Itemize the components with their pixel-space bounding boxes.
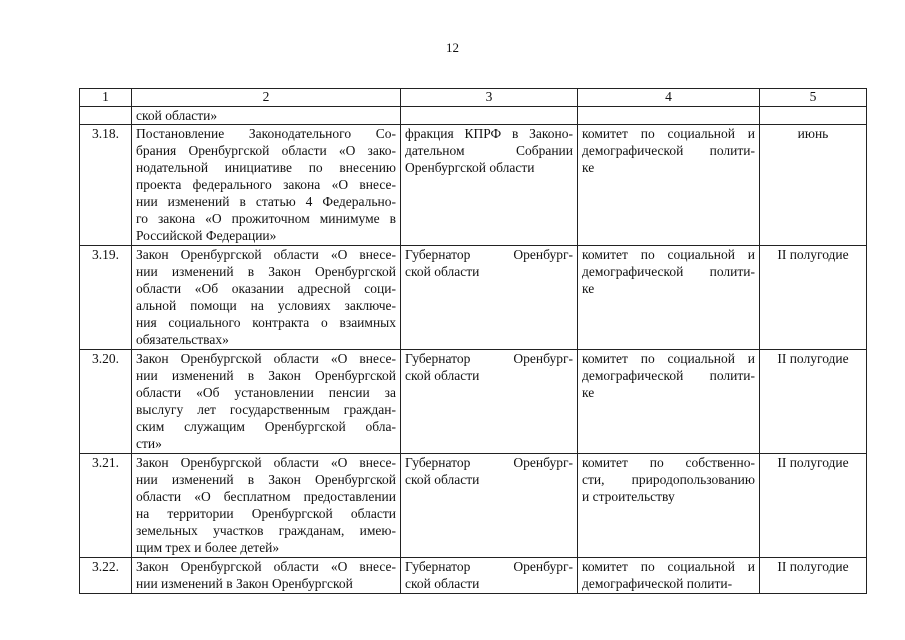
text-line: области «Об установлении пенсии за xyxy=(136,385,396,400)
text-line: проекта федерального закона «О внесе- xyxy=(136,177,396,192)
committee-cell xyxy=(578,246,760,350)
table-row xyxy=(80,454,867,558)
text-line: комитет по собственно- xyxy=(582,455,755,470)
text-line: Губернатор Оренбург- xyxy=(405,455,573,470)
continuation-cell-3 xyxy=(401,107,578,125)
continuation-cell-1 xyxy=(80,107,132,125)
initiator-cell xyxy=(401,350,578,454)
text-line: фракция КПРФ в Законо- xyxy=(405,126,573,141)
text-line: и строительству xyxy=(582,489,675,504)
header-cell: 2 xyxy=(132,89,401,107)
text-line: Губернатор Оренбург- xyxy=(405,351,573,366)
text-line: сти» xyxy=(136,436,162,451)
text-line: нии изменений в Закон Оренбургской xyxy=(136,368,396,383)
continuation-cell-2: ской области» xyxy=(132,107,401,125)
continuation-row xyxy=(80,107,867,125)
document-title-cell xyxy=(132,454,401,558)
text-line: ке xyxy=(582,385,595,400)
text-line: демографической полити- xyxy=(582,143,755,158)
text-line: нии изменений в Закон Оренбургской xyxy=(136,472,396,487)
text-line: го закона «О прожиточном минимуме в xyxy=(136,211,396,226)
text-line: ской области xyxy=(405,472,480,487)
table-row xyxy=(80,125,867,246)
committee-cell xyxy=(578,558,760,594)
term-cell: II полугодие xyxy=(760,350,867,454)
text-line: ке xyxy=(582,160,595,175)
text-line: альной помощи на условиях заключе- xyxy=(136,298,396,313)
text-line: Закон Оренбургской области «О внесе- xyxy=(136,455,396,470)
row-number-cell: 3.18. xyxy=(80,125,132,246)
text-line: Губернатор Оренбург- xyxy=(405,559,573,574)
text-line: нии изменений в статью 4 Федерально- xyxy=(136,194,396,209)
text-line: Постановление Законодательного Со- xyxy=(136,126,396,141)
document-title-cell xyxy=(132,246,401,350)
document-title-cell xyxy=(132,558,401,594)
text-line: ским служащим Оренбургской обла- xyxy=(136,419,396,434)
text-line: комитет по социальной и xyxy=(582,126,755,141)
text-line: демографической полити- xyxy=(582,576,733,591)
text-line: Закон Оренбургской области «О внесе- xyxy=(136,247,396,262)
text-line: комитет по социальной и xyxy=(582,247,755,262)
text-line: комитет по социальной и xyxy=(582,559,755,574)
document-title-cell xyxy=(132,350,401,454)
row-number-cell: 3.22. xyxy=(80,558,132,594)
document-title-cell xyxy=(132,125,401,246)
row-number-cell: 3.20. xyxy=(80,350,132,454)
text-line: щим трех и более детей» xyxy=(136,540,280,555)
text-line: ской области xyxy=(405,368,480,383)
text-line: обязательствах» xyxy=(136,332,229,347)
text-line: на территории Оренбургской области xyxy=(136,506,396,521)
committee-cell xyxy=(578,454,760,558)
text-line: выслугу лет государственным граждан- xyxy=(136,402,396,417)
text-line: ской области xyxy=(405,264,480,279)
text-line: демографической полити- xyxy=(582,264,755,279)
term-cell: II полугодие xyxy=(760,454,867,558)
table-row xyxy=(80,558,867,594)
header-cell: 3 xyxy=(401,89,578,107)
text-line: области «Об оказании адресной соци- xyxy=(136,281,396,296)
header-cell: 5 xyxy=(760,89,867,107)
term-cell: июнь xyxy=(760,125,867,246)
table-row xyxy=(80,350,867,454)
initiator-cell xyxy=(401,246,578,350)
text-line: Оренбургской области xyxy=(405,160,535,175)
text-line: земельных участков гражданам, имею- xyxy=(136,523,396,538)
continuation-cell-4 xyxy=(578,107,760,125)
text-line: дательном Собрании xyxy=(405,143,573,158)
legislation-plan-table xyxy=(79,88,867,594)
text-line: комитет по социальной и xyxy=(582,351,755,366)
committee-cell xyxy=(578,350,760,454)
continuation-cell-5 xyxy=(760,107,867,125)
text-line: области «О бесплатном предоставлении xyxy=(136,489,396,504)
row-number-cell: 3.19. xyxy=(80,246,132,350)
text-line: нодательной инициативе по внесению xyxy=(136,160,396,175)
row-number-cell: 3.21. xyxy=(80,454,132,558)
table-row xyxy=(80,246,867,350)
initiator-cell xyxy=(401,125,578,246)
initiator-cell xyxy=(401,558,578,594)
term-cell: II полугодие xyxy=(760,246,867,350)
table-header-row xyxy=(80,89,867,107)
text-line: ской области xyxy=(405,576,480,591)
header-cell: 1 xyxy=(80,89,132,107)
text-line: демографической полити- xyxy=(582,368,755,383)
page-number: 12 xyxy=(446,40,459,55)
text-line: Губернатор Оренбург- xyxy=(405,247,573,262)
term-cell: II полугодие xyxy=(760,558,867,594)
header-cell: 4 xyxy=(578,89,760,107)
text-line: ке xyxy=(582,281,595,296)
text-line: ния социального контракта о взаимных xyxy=(136,315,396,330)
text-line: сти, природопользованию xyxy=(582,472,755,487)
text-line: брания Оренбургской области «О зако- xyxy=(136,143,396,158)
text-line: Российской Федерации» xyxy=(136,228,277,243)
initiator-cell xyxy=(401,454,578,558)
text-line: Закон Оренбургской области «О внесе- xyxy=(136,351,396,366)
text-line: нии изменений в Закон Оренбургской xyxy=(136,576,353,591)
text-line: Закон Оренбургской области «О внесе- xyxy=(136,559,396,574)
committee-cell xyxy=(578,125,760,246)
text-line: нии изменений в Закон Оренбургской xyxy=(136,264,396,279)
